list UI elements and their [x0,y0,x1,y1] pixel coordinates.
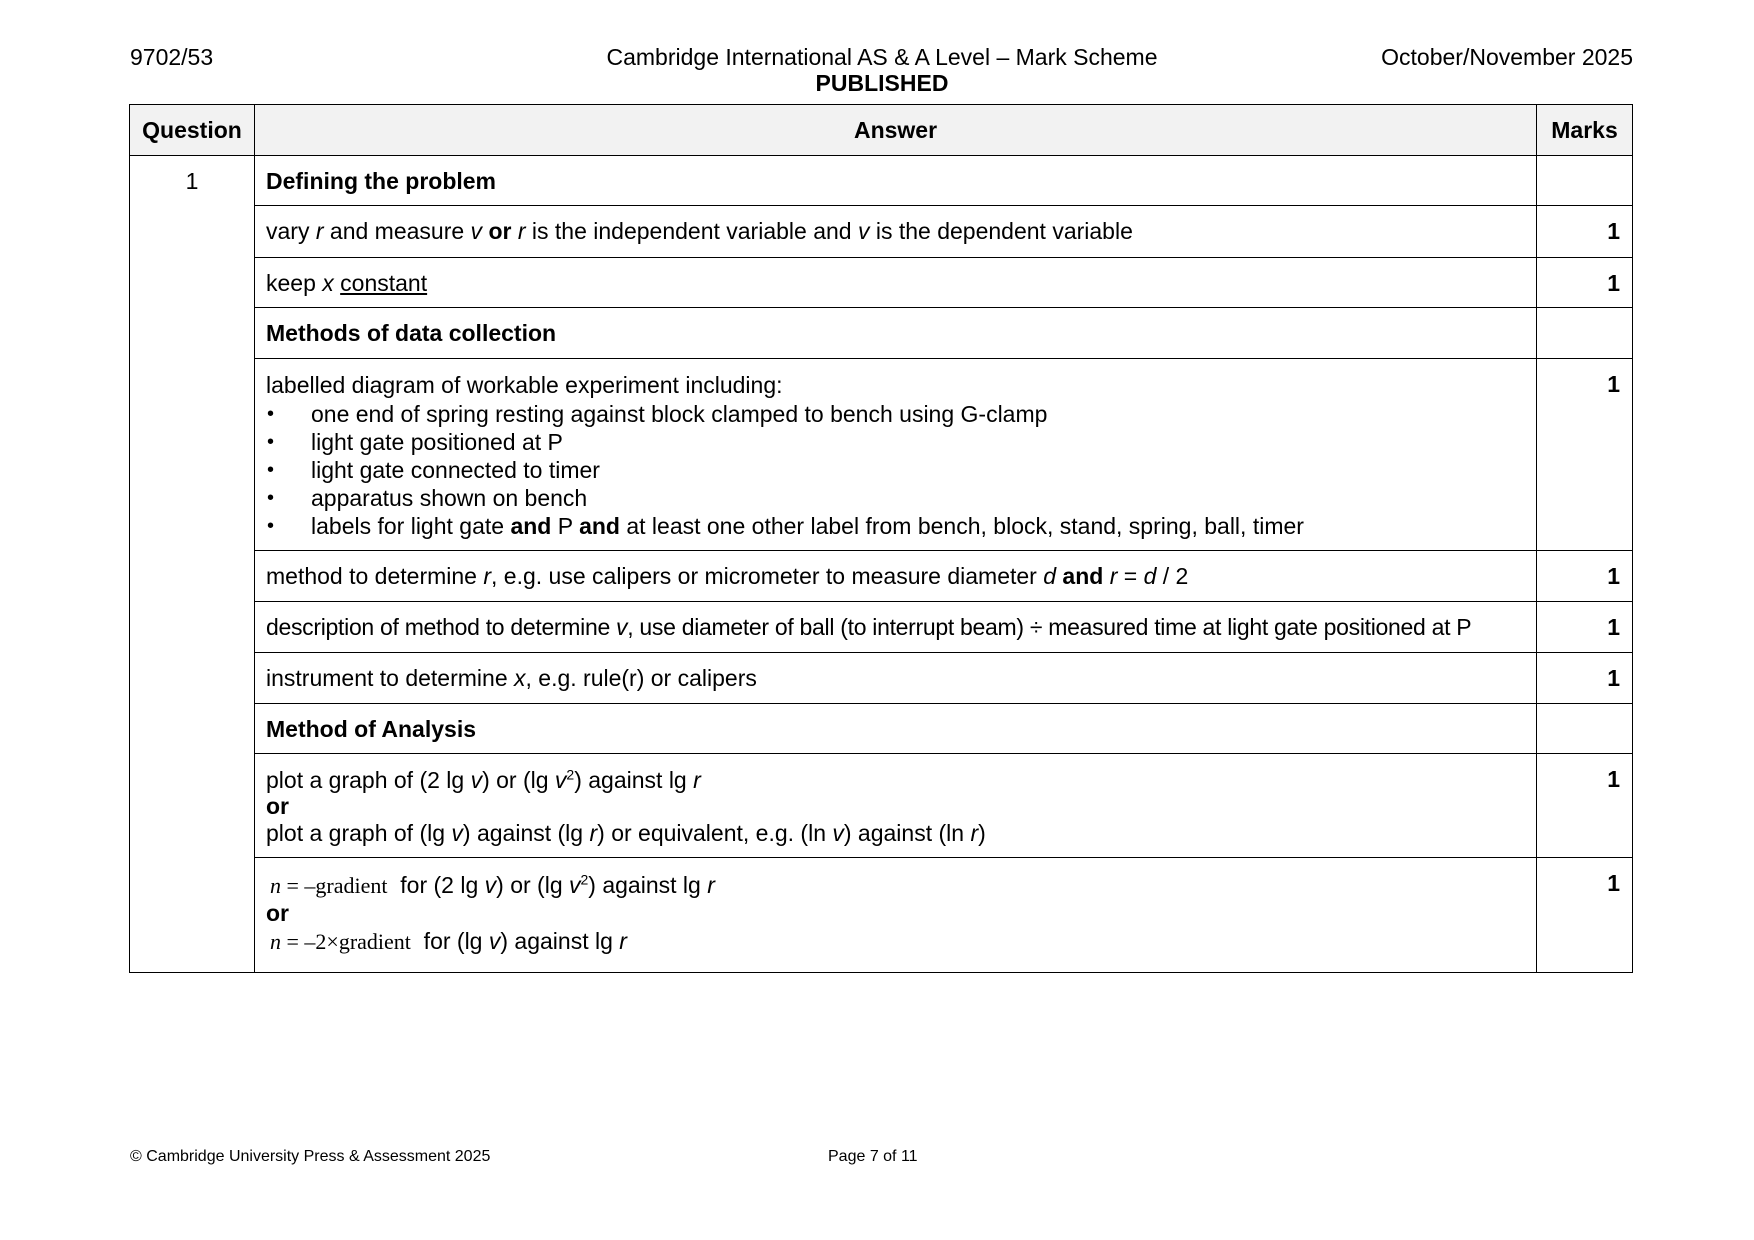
answer-cell: instrument to determine x, e.g. rule(r) or calipers [255,653,1537,704]
table-row [130,754,1633,858]
answer-cell: vary r and measure v or r is the independent variable and v is the dependent variable [255,206,1537,258]
paper-code: 9702/53 [130,44,214,70]
table-row [130,704,1633,754]
list-item: • light gate positioned at P [266,428,1524,456]
marks-cell: 1 [1537,359,1633,551]
question-column-header: Question [130,105,255,156]
marks-cell: 1 [1537,653,1633,704]
table-row [130,156,1633,206]
section-heading-defining: Defining the problem [255,156,1537,206]
document-title: Cambridge International AS & A Level – Mark Scheme [606,44,1158,70]
marks-column-header: Marks [1537,105,1633,156]
answer-cell: plot a graph of (2 lg v) or (lg $v^2$) against lg r or plot a graph of (lg v) against (lg r) or equivalent, e.g. (ln v) against (ln r) [255,754,1537,858]
table-row [130,359,1633,551]
answer-cell: method to determine r, e.g. use calipers or micrometer to measure diameter d and r = d / 2 [255,551,1537,602]
answer-cell: labelled diagram of workable experiment including: • one end of spring resting against block clamped to bench using G-clamp • light gate positioned at P • light gate connected to timer • apparatus shown on bench • labels for light gate and P and at least one other label from bench, block, stand, spring, ball, timer [255,359,1537,551]
marks-cell [1537,308,1633,359]
table-row [130,653,1633,704]
marks-cell [1537,156,1633,206]
table-row [130,206,1633,258]
marks-cell: 1 [1537,206,1633,258]
marks-cell: 1 [1537,858,1633,973]
exam-session: October/November 2025 [1381,44,1633,70]
list-item: • apparatus shown on bench [266,484,1524,512]
list-item: • one end of spring resting against block clamped to bench using G-clamp [266,400,1524,428]
table-header-row [130,105,1633,156]
list-item: • labels for light gate and P and at least one other label from bench, block, stand, spring, ball, timer [266,512,1524,540]
table-row [130,308,1633,359]
mark-scheme-table [129,104,1633,973]
published-label: PUBLISHED [815,70,949,96]
question-number: 1 [130,156,255,973]
section-heading-data-collection: Methods of data collection [255,308,1537,359]
answer-cell: keep x constant [255,258,1537,308]
criteria-list [266,400,1524,540]
marks-cell: 1 [1537,602,1633,653]
answer-column-header: Answer [255,105,1537,156]
marks-cell [1537,704,1633,754]
marks-cell: 1 [1537,551,1633,602]
section-heading-analysis: Method of Analysis [255,704,1537,754]
table-row [130,858,1633,973]
answer-cell: n = –gradient for (2 lg v) or (lg $v^2$) against lg r or n = –2×gradient for (lg v) against lg r [255,858,1537,973]
page-number: Page 7 of 11 [828,1148,918,1165]
marks-cell: 1 [1537,258,1633,308]
table-row [130,551,1633,602]
answer-cell: description of method to determine v, use diameter of ball (to interrupt beam) ÷ measured time at light gate positioned at P [255,602,1537,653]
table-row [130,258,1633,308]
table-row [130,602,1633,653]
copyright-notice: © Cambridge University Press & Assessment 2025 [130,1148,491,1165]
marks-cell: 1 [1537,754,1633,858]
list-item: • light gate connected to timer [266,456,1524,484]
